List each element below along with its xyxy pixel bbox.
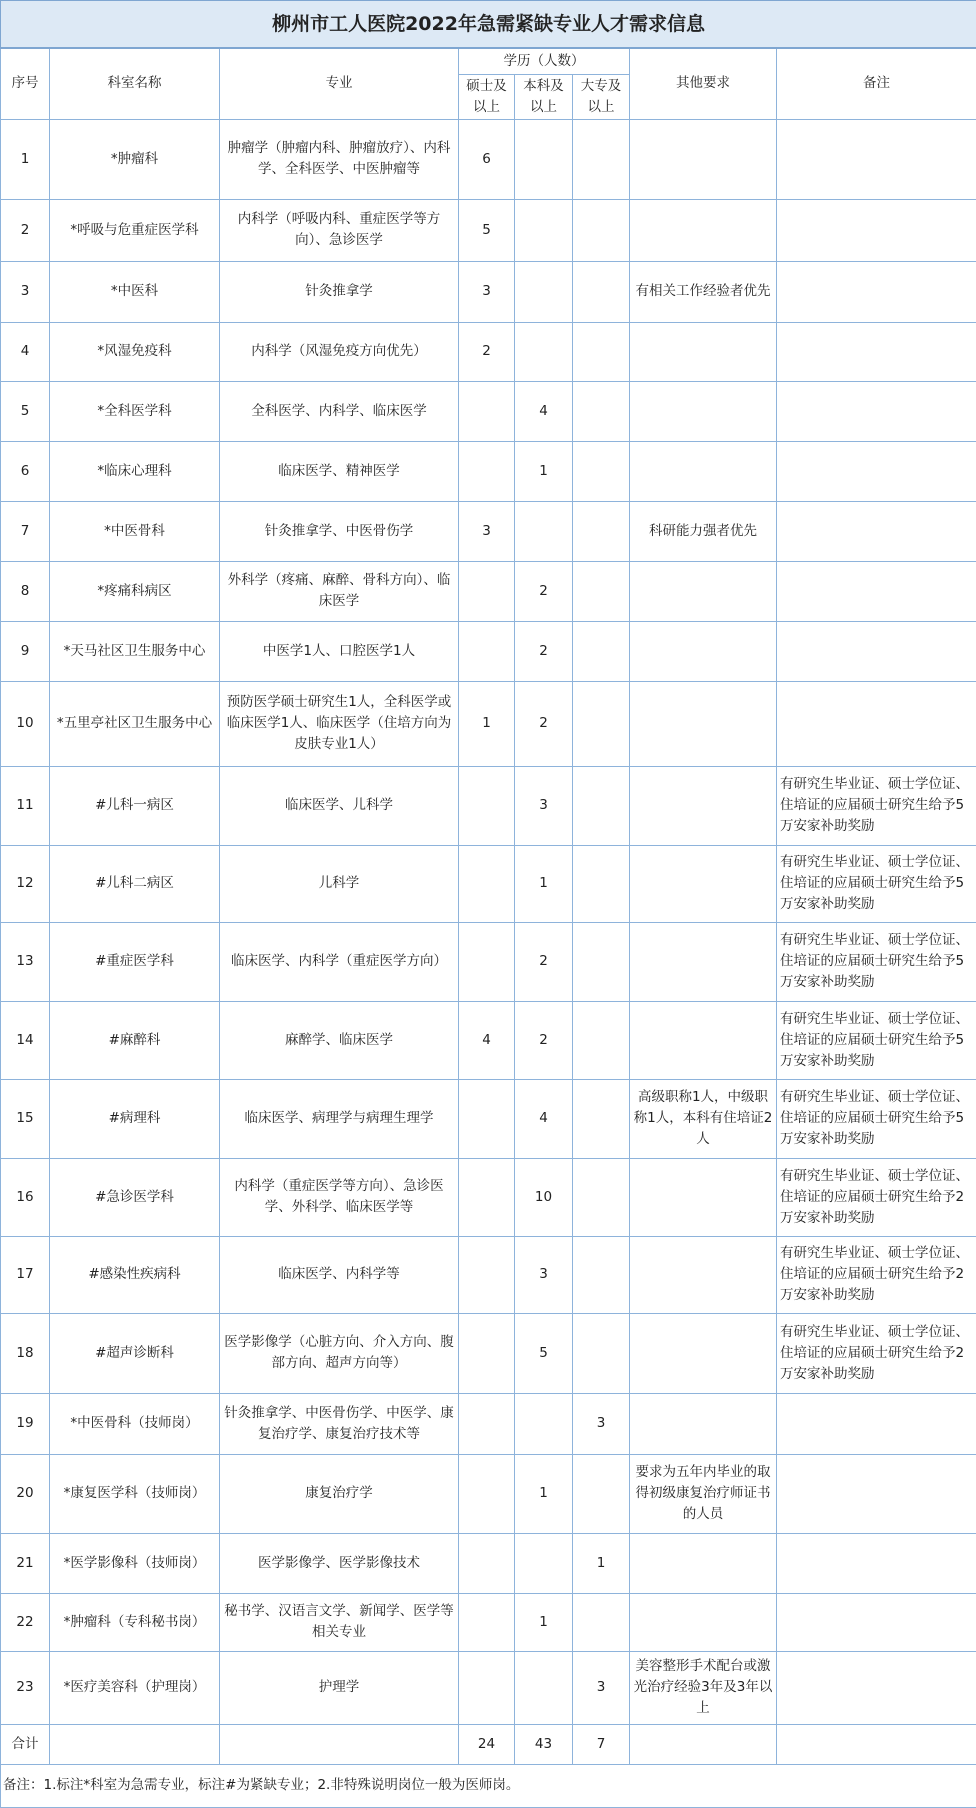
master-count: [459, 1236, 515, 1313]
bachelor-count: 1: [515, 1593, 573, 1651]
major: 内科学（呼吸内科、重症医学等方向）、急诊医学: [220, 199, 459, 261]
remark: 有研究生毕业证、硕士学位证、住培证的应届硕士研究生给予5万安家补助奖励: [777, 766, 976, 845]
bachelor-count: [515, 1393, 573, 1454]
header-education-group: 学历（人数）: [459, 48, 630, 74]
total-master: 24: [459, 1724, 515, 1764]
empty-cell: [630, 1724, 777, 1764]
table-row: [1, 1651, 976, 1724]
college-count: [573, 1313, 630, 1393]
row-index: 11: [1, 766, 50, 845]
major: 内科学（重症医学等方向）、急诊医学、外科学、临床医学等: [220, 1158, 459, 1236]
row-index: 3: [1, 261, 50, 322]
remark: 有研究生毕业证、硕士学位证、住培证的应届硕士研究生给予2万安家补助奖励: [777, 1236, 976, 1313]
bachelor-count: 1: [515, 845, 573, 922]
bachelor-count: [515, 1651, 573, 1724]
college-count: [573, 1079, 630, 1158]
row-index: 17: [1, 1236, 50, 1313]
header-remark: 备注: [777, 48, 976, 119]
master-count: [459, 1454, 515, 1533]
bachelor-count: 2: [515, 1001, 573, 1079]
row-index: 4: [1, 322, 50, 381]
major: 外科学（疼痛、麻醉、骨科方向）、临床医学: [220, 561, 459, 621]
header-college: 大专及以上: [573, 74, 630, 119]
major: 针灸推拿学、中医骨伤学: [220, 501, 459, 561]
other-requirement: [630, 1158, 777, 1236]
row-index: 22: [1, 1593, 50, 1651]
college-count: [573, 561, 630, 621]
header-bachelor: 本科及以上: [515, 74, 573, 119]
header-major: 专业: [220, 48, 459, 119]
college-count: [573, 1001, 630, 1079]
bachelor-count: [515, 199, 573, 261]
other-requirement: [630, 1313, 777, 1393]
row-index: 5: [1, 381, 50, 441]
master-count: 6: [459, 119, 515, 199]
table-title: 柳州市工人医院2022年急需紧缺专业人才需求信息: [1, 1, 976, 49]
table-row: [1, 1001, 976, 1079]
bachelor-count: 2: [515, 922, 573, 1001]
major: 医学影像学、医学影像技术: [220, 1533, 459, 1593]
row-index: 9: [1, 621, 50, 681]
remark: [777, 199, 976, 261]
college-count: [573, 1454, 630, 1533]
master-count: [459, 845, 515, 922]
bachelor-count: 5: [515, 1313, 573, 1393]
other-requirement: [630, 922, 777, 1001]
row-index: 23: [1, 1651, 50, 1724]
remark: 有研究生毕业证、硕士学位证、住培证的应届硕士研究生给予2万安家补助奖励: [777, 1158, 976, 1236]
major: 临床医学、儿科学: [220, 766, 459, 845]
master-count: [459, 1079, 515, 1158]
college-count: [573, 441, 630, 501]
remark: [777, 1651, 976, 1724]
other-requirement: [630, 1533, 777, 1593]
bachelor-count: 2: [515, 621, 573, 681]
bachelor-count: 10: [515, 1158, 573, 1236]
bachelor-count: [515, 322, 573, 381]
remark: [777, 1533, 976, 1593]
other-requirement: [630, 766, 777, 845]
dept-name: *医学影像科（技师岗）: [50, 1533, 220, 1593]
total-row: [1, 1724, 976, 1764]
other-requirement: [630, 322, 777, 381]
college-count: [573, 381, 630, 441]
table-row: [1, 681, 976, 766]
other-requirement: [630, 1001, 777, 1079]
table-row: [1, 119, 976, 199]
major: 针灸推拿学、中医骨伤学、中医学、康复治疗学、康复治疗技术等: [220, 1393, 459, 1454]
master-count: [459, 1651, 515, 1724]
table-row: [1, 1393, 976, 1454]
dept-name: *全科医学科: [50, 381, 220, 441]
other-requirement: 美容整形手术配台或激光治疗经验3年及3年以上: [630, 1651, 777, 1724]
row-index: 12: [1, 845, 50, 922]
master-count: 3: [459, 261, 515, 322]
master-count: 3: [459, 501, 515, 561]
remark: [777, 621, 976, 681]
college-count: [573, 681, 630, 766]
dept-name: #超声诊断科: [50, 1313, 220, 1393]
other-requirement: [630, 845, 777, 922]
college-count: [573, 119, 630, 199]
college-count: [573, 1158, 630, 1236]
bachelor-count: [515, 501, 573, 561]
remark: [777, 261, 976, 322]
table-row: [1, 922, 976, 1001]
remark: [777, 1454, 976, 1533]
dept-name: #感染性疾病科: [50, 1236, 220, 1313]
master-count: [459, 1533, 515, 1593]
dept-name: #儿科一病区: [50, 766, 220, 845]
dept-name: *呼吸与危重症医学科: [50, 199, 220, 261]
empty-cell: [220, 1724, 459, 1764]
major: 预防医学硕士研究生1人，全科医学或临床医学1人、临床医学（住培方向为皮肤专业1人）: [220, 681, 459, 766]
row-index: 2: [1, 199, 50, 261]
dept-name: *临床心理科: [50, 441, 220, 501]
master-count: [459, 922, 515, 1001]
total-label: 合计: [1, 1724, 50, 1764]
master-count: [459, 441, 515, 501]
row-index: 1: [1, 119, 50, 199]
row-index: 15: [1, 1079, 50, 1158]
master-count: [459, 621, 515, 681]
other-requirement: [630, 621, 777, 681]
master-count: [459, 561, 515, 621]
dept-name: *中医科: [50, 261, 220, 322]
other-requirement: [630, 199, 777, 261]
table-row: [1, 1593, 976, 1651]
college-count: [573, 621, 630, 681]
remark: [777, 561, 976, 621]
major: 临床医学、内科学等: [220, 1236, 459, 1313]
empty-cell: [777, 1724, 976, 1764]
remark: 有研究生毕业证、硕士学位证、住培证的应届硕士研究生给予5万安家补助奖励: [777, 845, 976, 922]
college-count: [573, 261, 630, 322]
dept-name: *疼痛科病区: [50, 561, 220, 621]
remark: [777, 119, 976, 199]
bachelor-count: 4: [515, 381, 573, 441]
bachelor-count: 3: [515, 766, 573, 845]
total-bachelor: 43: [515, 1724, 573, 1764]
major: 护理学: [220, 1651, 459, 1724]
dept-name: *康复医学科（技师岗）: [50, 1454, 220, 1533]
remark: [777, 1593, 976, 1651]
dept-name: *中医骨科: [50, 501, 220, 561]
header-other: 其他要求: [630, 48, 777, 119]
bachelor-count: [515, 1533, 573, 1593]
college-count: 1: [573, 1533, 630, 1593]
other-requirement: 高级职称1人，中级职称1人，本科有住培证2人: [630, 1079, 777, 1158]
college-count: [573, 922, 630, 1001]
remark: [777, 441, 976, 501]
college-count: [573, 1236, 630, 1313]
remark: 有研究生毕业证、硕士学位证、住培证的应届硕士研究生给予5万安家补助奖励: [777, 1079, 976, 1158]
master-count: [459, 1593, 515, 1651]
master-count: 5: [459, 199, 515, 261]
dept-name: *肿瘤科（专科秘书岗）: [50, 1593, 220, 1651]
empty-cell: [50, 1724, 220, 1764]
row-index: 13: [1, 922, 50, 1001]
major: 医学影像学（心脏方向、介入方向、腹部方向、超声方向等）: [220, 1313, 459, 1393]
row-index: 8: [1, 561, 50, 621]
major: 临床医学、病理学与病理生理学: [220, 1079, 459, 1158]
dept-name: #麻醉科: [50, 1001, 220, 1079]
master-count: [459, 1393, 515, 1454]
dept-name: *中医骨科（技师岗）: [50, 1393, 220, 1454]
major: 中医学1人、口腔医学1人: [220, 621, 459, 681]
row-index: 14: [1, 1001, 50, 1079]
row-index: 20: [1, 1454, 50, 1533]
table-row: [1, 1158, 976, 1236]
dept-name: #急诊医学科: [50, 1158, 220, 1236]
other-requirement: [630, 1393, 777, 1454]
footnote: 备注：1.标注*科室为急需专业，标注#为紧缺专业；2.非特殊说明岗位一般为医师岗。: [1, 1764, 976, 1807]
college-count: [573, 199, 630, 261]
other-requirement: 要求为五年内毕业的取得初级康复治疗师证书的人员: [630, 1454, 777, 1533]
table-row: [1, 199, 976, 261]
row-index: 18: [1, 1313, 50, 1393]
major: 儿科学: [220, 845, 459, 922]
table-row: [1, 621, 976, 681]
bachelor-count: 2: [515, 681, 573, 766]
header-dept: 科室名称: [50, 48, 220, 119]
bachelor-count: 4: [515, 1079, 573, 1158]
other-requirement: [630, 441, 777, 501]
major: 肿瘤学（肿瘤内科、肿瘤放疗）、内科学、全科医学、中医肿瘤等: [220, 119, 459, 199]
table-row: [1, 766, 976, 845]
row-index: 7: [1, 501, 50, 561]
other-requirement: [630, 1236, 777, 1313]
table-row: [1, 1236, 976, 1313]
other-requirement: [630, 381, 777, 441]
other-requirement: 科研能力强者优先: [630, 501, 777, 561]
master-count: 2: [459, 322, 515, 381]
major: 内科学（风湿免疫方向优先）: [220, 322, 459, 381]
dept-name: #儿科二病区: [50, 845, 220, 922]
dept-name: *风湿免疫科: [50, 322, 220, 381]
master-count: 1: [459, 681, 515, 766]
table-row: [1, 561, 976, 621]
master-count: [459, 1158, 515, 1236]
table-row: [1, 322, 976, 381]
table-row: [1, 441, 976, 501]
remark: 有研究生毕业证、硕士学位证、住培证的应届硕士研究生给予5万安家补助奖励: [777, 922, 976, 1001]
college-count: 3: [573, 1393, 630, 1454]
remark: [777, 681, 976, 766]
other-requirement: 有相关工作经验者优先: [630, 261, 777, 322]
table-row: [1, 501, 976, 561]
bachelor-count: 3: [515, 1236, 573, 1313]
college-count: [573, 845, 630, 922]
dept-name: *五里亭社区卫生服务中心: [50, 681, 220, 766]
dept-name: *肿瘤科: [50, 119, 220, 199]
table-row: [1, 1454, 976, 1533]
master-count: [459, 1313, 515, 1393]
table-row: [1, 381, 976, 441]
remark: [777, 381, 976, 441]
total-college: 7: [573, 1724, 630, 1764]
table-row: [1, 1313, 976, 1393]
bachelor-count: 2: [515, 561, 573, 621]
major: 针灸推拿学: [220, 261, 459, 322]
dept-name: *医疗美容科（护理岗）: [50, 1651, 220, 1724]
master-count: 4: [459, 1001, 515, 1079]
major: 康复治疗学: [220, 1454, 459, 1533]
major: 临床医学、内科学（重症医学方向）: [220, 922, 459, 1001]
remark: [777, 501, 976, 561]
other-requirement: [630, 119, 777, 199]
table-row: [1, 1533, 976, 1593]
remark: [777, 1393, 976, 1454]
college-count: [573, 1593, 630, 1651]
major: 临床医学、精神医学: [220, 441, 459, 501]
remark: [777, 322, 976, 381]
bachelor-count: 1: [515, 1454, 573, 1533]
row-index: 19: [1, 1393, 50, 1454]
college-count: [573, 501, 630, 561]
college-count: [573, 766, 630, 845]
remark: 有研究生毕业证、硕士学位证、住培证的应届硕士研究生给予5万安家补助奖励: [777, 1001, 976, 1079]
master-count: [459, 766, 515, 845]
row-index: 16: [1, 1158, 50, 1236]
row-index: 6: [1, 441, 50, 501]
row-index: 10: [1, 681, 50, 766]
header-master: 硕士及以上: [459, 74, 515, 119]
row-index: 21: [1, 1533, 50, 1593]
bachelor-count: [515, 119, 573, 199]
other-requirement: [630, 561, 777, 621]
bachelor-count: 1: [515, 441, 573, 501]
dept-name: *天马社区卫生服务中心: [50, 621, 220, 681]
table-row: [1, 845, 976, 922]
other-requirement: [630, 1593, 777, 1651]
major: 秘书学、汉语言文学、新闻学、医学等相关专业: [220, 1593, 459, 1651]
header-index: 序号: [1, 48, 50, 119]
remark: 有研究生毕业证、硕士学位证、住培证的应届硕士研究生给予2万安家补助奖励: [777, 1313, 976, 1393]
major: 全科医学、内科学、临床医学: [220, 381, 459, 441]
master-count: [459, 381, 515, 441]
dept-name: #重症医学科: [50, 922, 220, 1001]
major: 麻醉学、临床医学: [220, 1001, 459, 1079]
dept-name: #病理科: [50, 1079, 220, 1158]
college-count: 3: [573, 1651, 630, 1724]
table-row: [1, 1079, 976, 1158]
college-count: [573, 322, 630, 381]
table-row: [1, 261, 976, 322]
other-requirement: [630, 681, 777, 766]
bachelor-count: [515, 261, 573, 322]
